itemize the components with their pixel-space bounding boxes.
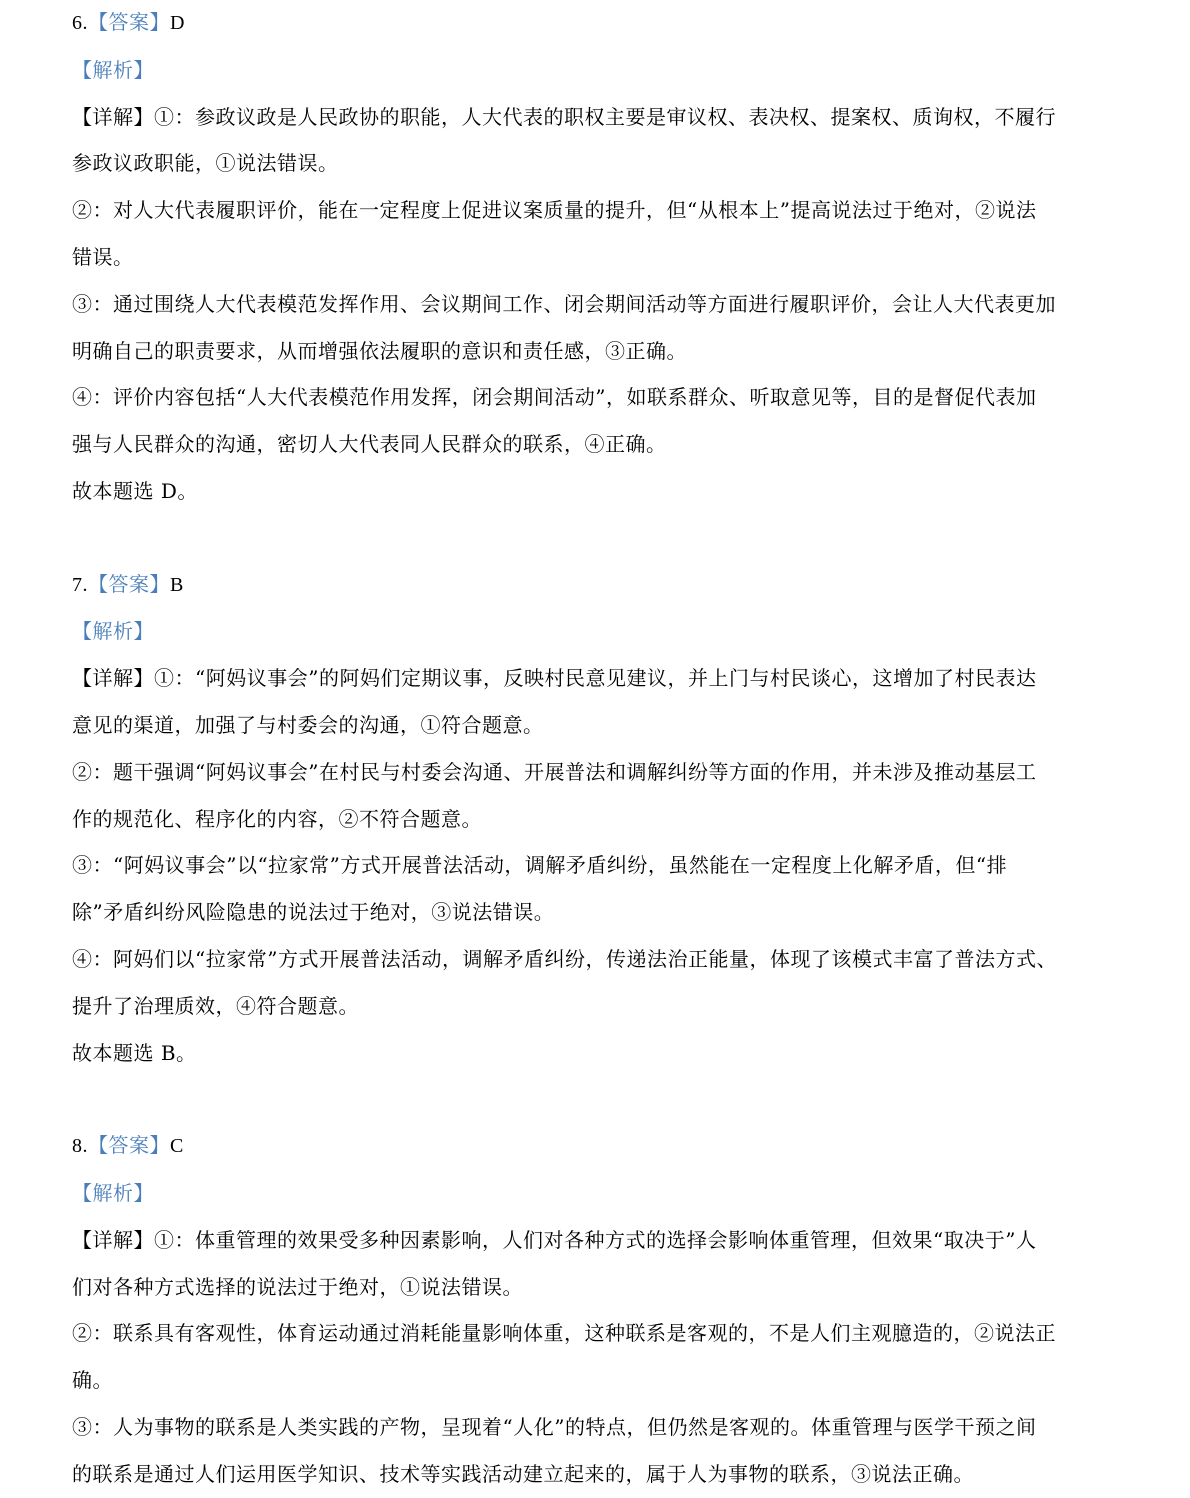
detail-line: ②：题干强调“阿妈议事会”在村民与村委会沟通、开展普法和调解纠纷等方面的作用，并未涉及推动基层工	[72, 759, 1037, 784]
detail-line: 【详解】①：参政议政是人民政协的职能，人大代表的职权主要是审议权、表决权、提案权、质询权，不履行	[72, 104, 1056, 129]
section-gap	[72, 515, 1122, 562]
question-6	[72, 0, 1122, 515]
analysis-label: 【解析】	[72, 57, 154, 82]
detail-line: 的联系是通过人们运用医学知识、技术等实践活动建立起来的，属于人为事物的联系，③说法正确。	[72, 1461, 974, 1486]
detail-line: 参政议政职能，①说法错误。	[72, 151, 339, 176]
answer-value: D	[170, 12, 185, 34]
detail-line: ④：阿妈们以“拉家常”方式开展普法活动，调解矛盾纠纷，传递法治正能量，体现了该模式丰富了普法方式、	[72, 946, 1057, 971]
detail-line: ③：“阿妈议事会”以“拉家常”方式开展普法活动，调解矛盾纠纷，虽然能在一定程度上化解矛盾，但“排	[72, 853, 1008, 878]
detail-line: ③：人为事物的联系是人类实践的产物，呈现着“人化”的特点，但仍然是客观的。体重管理与医学干预之间	[72, 1414, 1037, 1439]
detail-line: 作的规范化、程序化的内容，②不符合题意。	[72, 806, 482, 831]
detail-line: ②：对人大代表履职评价，能在一定程度上促进议案质量的提升，但“从根本上”提高说法过于绝对，②说法	[72, 198, 1037, 223]
detail-line: ④：评价内容包括“人大代表模范作用发挥，闭会期间活动”，如联系群众、听取意见等，目的是督促代表加	[72, 385, 1037, 410]
answer-heading	[72, 0, 1122, 47]
detail-line: ③：通过围绕人大代表模范发挥作用、会议期间工作、闭会期间活动等方面进行履职评价，会让人大代表更加	[72, 291, 1056, 316]
answer-value: C	[170, 1135, 184, 1158]
section-gap	[72, 1076, 1122, 1123]
document-page	[72, 0, 1122, 1498]
detail-line: 意见的渠道，加强了与村委会的沟通，①符合题意。	[72, 712, 544, 737]
answer-label: 【答案】	[88, 573, 170, 596]
answer-heading	[72, 562, 1122, 609]
answer-heading	[72, 1123, 1122, 1170]
detail-line: 除”矛盾纠纷风险隐患的说法过于绝对，③说法错误。	[72, 900, 555, 925]
question-7	[72, 562, 1122, 1077]
question-number: 8.	[72, 1135, 88, 1158]
conclusion-line: 故本题选 D。	[72, 478, 198, 503]
detail-line: 确。	[72, 1368, 113, 1393]
detail-line: 强与人民群众的沟通，密切人大代表同人民群众的联系，④正确。	[72, 432, 667, 457]
analysis-label: 【解析】	[72, 1180, 154, 1205]
detail-line: 【详解】①：“阿妈议事会”的阿妈们定期议事，反映村民意见建议，并上门与村民谈心，这增加了村民表达	[72, 666, 1037, 691]
question-8	[72, 1123, 1122, 1497]
detail-line: 们对各种方式选择的说法过于绝对，①说法错误。	[72, 1274, 523, 1299]
conclusion-line: 故本题选 B。	[72, 1040, 197, 1065]
detail-line: 明确自己的职责要求，从而增强依法履职的意识和责任感，③正确。	[72, 338, 687, 363]
detail-line: 【详解】①：体重管理的效果受多种因素影响，人们对各种方式的选择会影响体重管理，但效果“取决于”人	[72, 1227, 1037, 1252]
answer-value: B	[170, 573, 184, 596]
answer-label: 【答案】	[88, 1135, 170, 1158]
analysis-label: 【解析】	[72, 619, 154, 644]
question-number: 6.	[72, 12, 88, 34]
question-number: 7.	[72, 573, 88, 596]
detail-line: ②：联系具有客观性，体育运动通过消耗能量影响体重，这种联系是客观的，不是人们主观臆造的，②说法正	[72, 1321, 1056, 1346]
detail-line: 错误。	[72, 244, 134, 269]
answer-label: 【答案】	[88, 12, 170, 34]
detail-line: 提升了治理质效，④符合题意。	[72, 993, 359, 1018]
